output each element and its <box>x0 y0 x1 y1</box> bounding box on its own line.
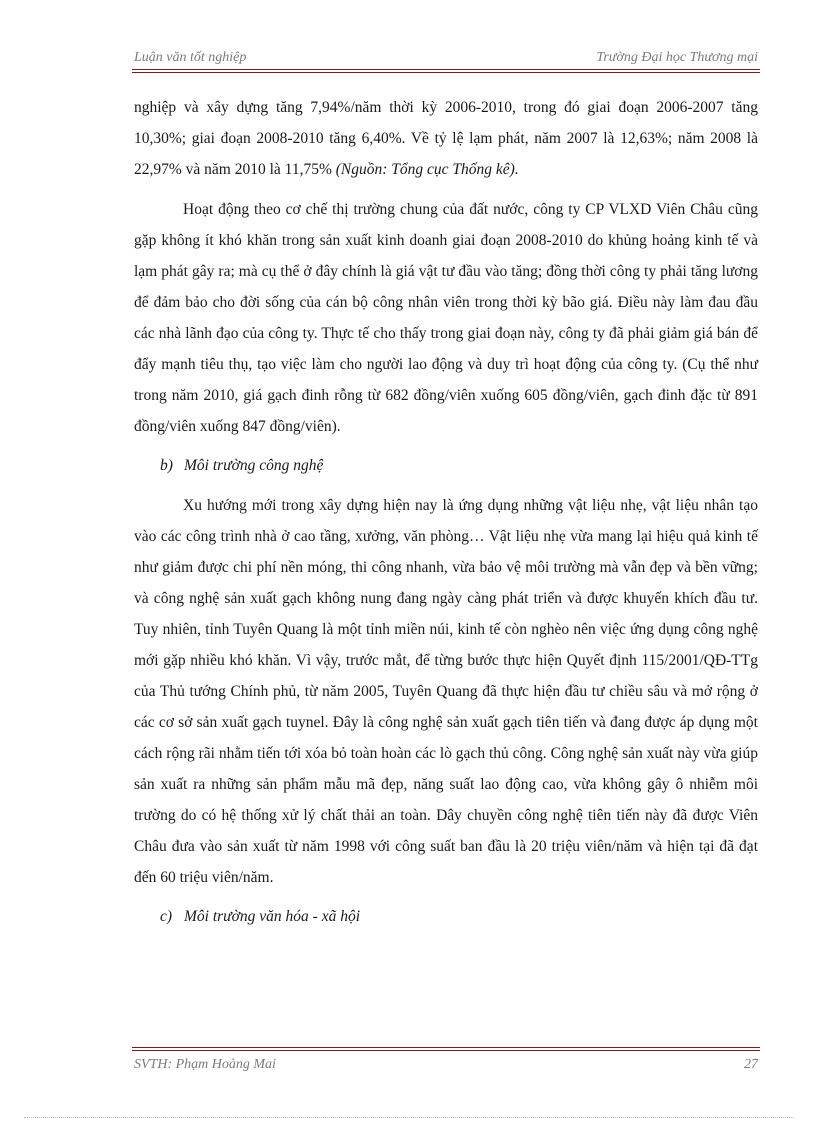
footer-author-label: SVTH: Phạm Hoàng Mai <box>134 1057 276 1072</box>
section-marker-c: c) <box>160 908 173 925</box>
page-number: 27 <box>744 1057 758 1072</box>
section-heading-culture <box>134 901 758 932</box>
section-heading-technology <box>134 450 758 481</box>
footer-double-rule <box>132 1047 760 1051</box>
section-marker-b: b) <box>160 457 173 474</box>
header-double-rule <box>132 69 760 73</box>
source-citation: (Nguồn: Tổng cục Thống kê). <box>335 161 519 178</box>
page-body <box>134 92 758 934</box>
paragraph-technology-trends: Xu hướng mới trong xây dựng hiện nay là ứng dụng những vật liệu nhẹ, vật liệu nhân tạo vào các công trình nhà ở cao tầng, xưởng, văn phòng… Vật liệu nhẹ vừa mang lại hiệu quả kinh tế như giảm được chi phí nền móng, thi công nhanh, vừa bảo vệ môi trường mà vẫn đẹp và bền vững; và công nghệ sản xuất gạch không nung đang ngày càng phát triển và được khuyến khích đầu tư. Tuy nhiên, tỉnh Tuyên Quang là một tỉnh miền núi, kinh tế còn nghèo nên việc ứng dụng công nghệ mới gặp nhiều khó khăn. Vì vậy, trước mắt, để từng bước thực hiện Quyết định 115/2001/QĐ-TTg của Thủ tướng Chính phủ, từ năm 2005, Tuyên Quang đã thực hiện đầu tư chiều sâu và mở rộng ở các cơ sở sản xuất gạch tuynel. Đây là công nghệ sản xuất gạch tiên tiến và đang được áp dụng một cách rộng rãi nhằm tiến tới xóa bỏ toàn hoàn các lò gạch thủ công. Công nghệ sản xuất này vừa giúp sản xuất ra những sản phẩm mẫu mã đẹp, năng suất lao động cao, vừa không gây ô nhiễm môi trường do có hệ thống xử lý chất thải an toàn. Dây chuyền công nghệ tiên tiến này đã được Viên Châu đưa vào sản xuất từ năm 1998 với công suất ban đầu là 20 triệu viên/năm và hiện tại đã đạt đến 60 triệu viên/năm. <box>134 497 758 886</box>
section-title-technology: Môi trường công nghệ <box>184 457 324 474</box>
header-thesis-label: Luận văn tốt nghiệp <box>134 50 247 65</box>
paragraph-inflation <box>134 92 758 185</box>
page-footer <box>134 1057 758 1079</box>
paragraph-inflation-text: nghiệp và xây dựng tăng 7,94%/năm thời kỳ 2006-2010, trong đó giai đoạn 2006-2007 tăng 10,30%; giai đoạn 2008-2010 tăng 6,40%. Về tỷ lệ lạm phát, năm 2007 là 12,63%; năm 2008 là 22,97% và năm 2010 là 11,75% <box>134 99 758 178</box>
paragraph-company-difficulties: Hoạt động theo cơ chế thị trường chung của đất nước, công ty CP VLXD Viên Châu cũng gặp không ít khó khăn trong sản xuất kinh doanh giai đoạn 2008-2010 do khủng hoảng kinh tế và lạm phát gây ra; mà cụ thể ở đây chính là giá vật tư đầu vào tăng; đồng thời công ty phải tăng lương để đảm bảo cho đời sống của cán bộ công nhân viên trong thời kỳ bão giá. Điều này làm đau đầu các nhà lãnh đạo của công ty. Thực tế cho thấy trong giai đoạn này, công ty đã phải giảm giá bán để đẩy mạnh tiêu thụ, tạo việc làm cho người lao động và duy trì hoạt động của công ty. (Cụ thể như trong năm 2010, giá gạch đinh rỗng từ 682 đồng/viên xuống 605 đồng/viên, gạch đinh đặc từ 891 đồng/viên xuống 847 đồng/viên). <box>134 201 758 435</box>
page-boundary-line <box>24 1117 794 1118</box>
header-university-label: Trường Đại học Thương mại <box>596 50 758 65</box>
section-title-culture: Môi trường văn hóa - xã hội <box>184 908 361 925</box>
